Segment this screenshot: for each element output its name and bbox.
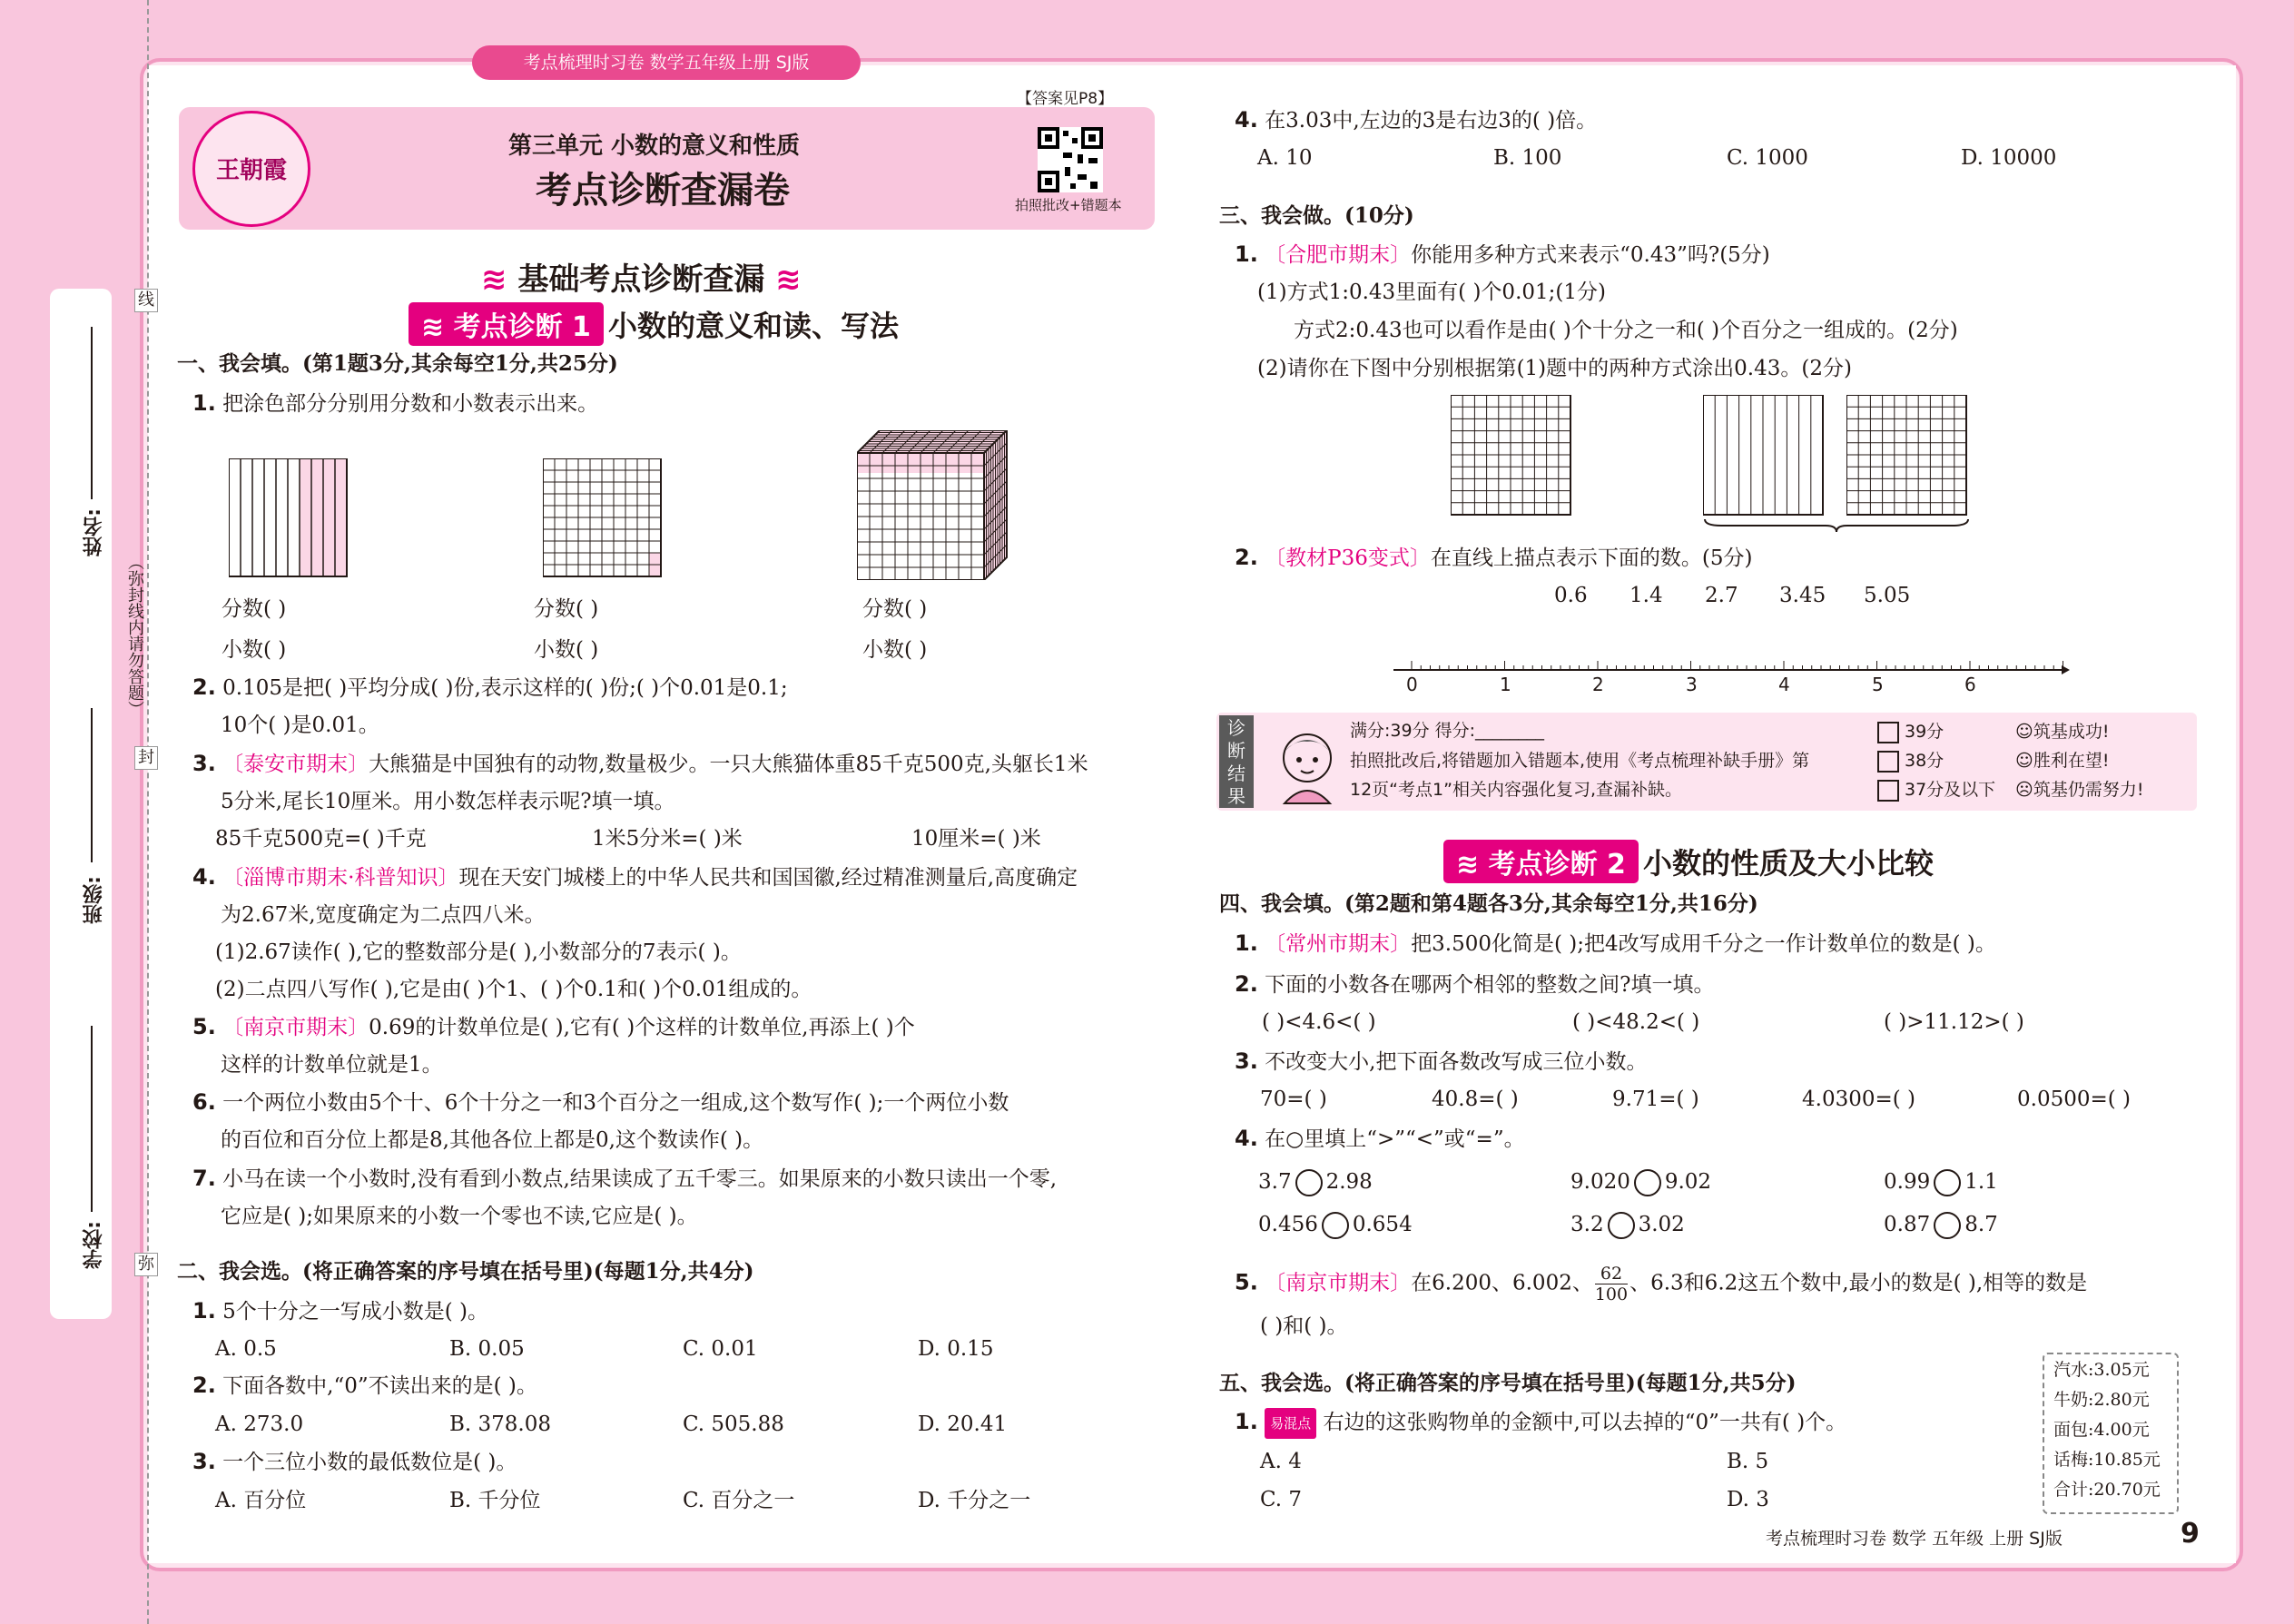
qr-code-icon[interactable]: [1038, 127, 1103, 192]
cmp-2-left: 9.020: [1570, 1170, 1630, 1194]
q6-line1[interactable]: 一个两位小数由5个十、6个十分之一和3个百分之一组成,这个数写作( );一个两位小数: [222, 1091, 1009, 1115]
frown-icon: ☹: [2015, 780, 2033, 800]
p3-grid-2[interactable]: [1846, 395, 1968, 517]
mc3-opt-c[interactable]: C. 百分之一: [683, 1489, 795, 1512]
q7-line2[interactable]: 它应是( );如果原来的小数一个零也不读,它应是( )。: [221, 1205, 698, 1228]
q1-text: 把涂色部分分别用分数和小数表示出来。: [222, 392, 599, 416]
receipt-line-1: 汽水:3.05元: [2053, 1360, 2150, 1380]
mc2-num: 2.: [192, 1373, 216, 1398]
cmp-3: [1884, 1167, 1998, 1196]
p3q1-tag: 〔合肥市期末〕: [1265, 243, 1412, 267]
p5q1-opt-d[interactable]: D. 3: [1727, 1488, 1769, 1511]
cmp-3-right: 1.1: [1964, 1170, 1998, 1194]
mc3-opt-a[interactable]: A. 百分位: [215, 1489, 307, 1512]
p3q2: [1235, 543, 1752, 573]
mc3-opt-b[interactable]: B. 千分位: [449, 1489, 541, 1512]
name-label: 姓名:: [83, 508, 105, 556]
p3q1: [1235, 240, 1770, 270]
p5q1-text[interactable]: 右边的这张购物单的金额中,可以去掉的“0”一共有( )个。: [1323, 1411, 1847, 1434]
q1-dec-blank-1[interactable]: 小数( ): [222, 638, 287, 662]
class-line[interactable]: [91, 708, 93, 862]
compare-circle[interactable]: [1322, 1212, 1349, 1239]
q5-line2: 这样的计数单位就是1。: [221, 1053, 443, 1077]
diag-level-3[interactable]: [1877, 779, 1995, 802]
p3q2-tag: 〔教材P36变式〕: [1265, 546, 1431, 570]
p3q2-value-5: 5.05: [1864, 584, 1911, 607]
part4-heading: 四、我会填。(第2题和第4题各3分,其余每空1分,共16分): [1219, 891, 1758, 916]
p4q2-item-1[interactable]: ( )<4.6<( ): [1262, 1010, 1376, 1034]
r-q4-opt-b[interactable]: B. 100: [1493, 146, 1562, 170]
p4q3-text: 不改变大小,把下面各数改写成三位小数。: [1265, 1050, 1648, 1074]
q4-line1: 现在天安门城楼上的中华人民共和国国徽,经过精准测量后,高度确定: [458, 866, 1078, 890]
q3-line2: 5分米,尾长10厘米。用小数怎样表示呢?填一填。: [221, 790, 675, 813]
part3-heading: 三、我会做。(10分): [1219, 203, 1414, 228]
diag2-badge: ≋ 考点诊断 2: [1443, 840, 1639, 883]
receipt-line-3: 面包:4.00元: [2053, 1420, 2150, 1440]
p4q4-text: 在○里填上“>”“<”或“=”。: [1265, 1127, 1525, 1151]
compare-circle[interactable]: [1295, 1169, 1323, 1196]
q2-line2[interactable]: 10个( )是0.01。: [221, 714, 379, 737]
diag2-badge-text: 考点诊断 2: [1488, 849, 1626, 881]
q5-line1[interactable]: 0.69的计数单位是( ),它有( )个这样的计数单位,再添上( )个: [369, 1016, 915, 1039]
r-q4-num: 4.: [1235, 107, 1258, 133]
diag-line2: 拍照批改后,将错题加入错题本,使用《考点梳理补缺手册》第: [1350, 751, 1810, 771]
p4q3-item-1[interactable]: 70=( ): [1260, 1088, 1327, 1111]
p4q2-item-3[interactable]: ( )>11.12>( ): [1884, 1010, 2024, 1034]
q4-tag: 〔淄博市期末·科普知识〕: [222, 866, 459, 890]
p4q2-num: 2.: [1235, 971, 1258, 997]
mc2-opt-d[interactable]: D. 20.41: [918, 1412, 1008, 1436]
diag-score[interactable]: 满分:39分 得分:________: [1350, 721, 1545, 741]
level-3-checkbox[interactable]: [1877, 780, 1899, 802]
r-q4-opt-c[interactable]: C. 1000: [1727, 146, 1808, 170]
diag-msg-2: [2015, 750, 2109, 772]
logo-text: 王朝霞: [215, 157, 287, 184]
p4q1-text[interactable]: 把3.500化简是( );把4改写成用千分之一作计数单位的数是( )。: [1411, 932, 1996, 956]
cmp-2: [1570, 1167, 1711, 1196]
p4q5-pre: 在6.200、6.002、: [1411, 1271, 1593, 1295]
compare-circle[interactable]: [1934, 1212, 1961, 1239]
p5q1-opt-a[interactable]: A. 4: [1260, 1450, 1302, 1473]
footer-text: 考点梳理时习卷 数学 五年级 上册 SJ版: [1766, 1529, 2063, 1549]
level-3-range: 37分及以下: [1905, 780, 1996, 800]
cmp-1-left: 3.7: [1258, 1170, 1292, 1194]
diag2-header: [1443, 840, 1934, 883]
diag2-title: 小数的性质及大小比较: [1643, 846, 1935, 881]
level-2-range: 38分: [1905, 751, 1944, 771]
r-q4: [1235, 105, 1597, 135]
p3-strip-grid[interactable]: [1703, 395, 1825, 517]
p4q4: [1235, 1124, 1525, 1154]
compare-circle[interactable]: [1634, 1169, 1661, 1196]
mc1-opt-d[interactable]: D. 0.15: [918, 1337, 994, 1361]
q1: [192, 389, 598, 418]
mc2-text[interactable]: 下面各数中,“0”不读出来的是( )。: [222, 1374, 537, 1398]
p3-grid-1[interactable]: [1451, 395, 1572, 517]
p3q2-value-2: 1.4: [1629, 584, 1663, 607]
mc1: [192, 1296, 488, 1326]
nl-tick-label-0: 0: [1406, 674, 1418, 695]
q1-dec-blank-2[interactable]: 小数( ): [534, 638, 599, 662]
p4q1-tag: 〔常州市期末〕: [1265, 932, 1412, 956]
level-2-checkbox[interactable]: [1877, 751, 1899, 773]
mc3: [192, 1447, 517, 1477]
frac-denominator: 100: [1594, 1284, 1629, 1304]
q7: [192, 1164, 1057, 1194]
p3q2-value-4: 3.45: [1779, 584, 1826, 607]
p3q1-sub3: (2)请你在下图中分别根据第(1)题中的两种方式涂出0.43。(2分): [1257, 357, 1852, 380]
level-1-msg: 筑基成功!: [2033, 722, 2110, 742]
cmp-4: [1258, 1210, 1413, 1239]
q1-dec-blank-3[interactable]: 小数( ): [862, 638, 928, 662]
cmp-2-right: 9.02: [1664, 1170, 1712, 1194]
smile-icon: ☺: [2015, 751, 2033, 771]
q2-line1[interactable]: 0.105是把( )平均分成( )份,表示这样的( )份;( )个0.01是0.1;: [222, 676, 788, 700]
p5q1-opt-c[interactable]: C. 7: [1260, 1488, 1303, 1511]
mc1-opt-a[interactable]: A. 0.5: [215, 1337, 277, 1361]
level-3-msg: 筑基仍需努力!: [2033, 780, 2144, 800]
diag-line3: 12页“考点1”相关内容强化复习,查漏补缺。: [1350, 780, 1682, 800]
p4q5-num: 5.: [1235, 1269, 1258, 1295]
receipt-line-4: 话梅:10.85元: [2053, 1450, 2161, 1470]
cmp-4-left: 0.456: [1258, 1213, 1318, 1236]
paper-title: 考点诊断查漏卷: [536, 170, 790, 212]
seal-mark-feng: 封: [134, 746, 158, 770]
cmp-5-right: 3.02: [1638, 1213, 1685, 1236]
seal-mark-xian: 线: [134, 289, 158, 312]
q2-num: 2.: [192, 674, 216, 700]
p3q1-num: 1.: [1235, 241, 1258, 267]
p4q2-text: 下面的小数各在哪两个相邻的整数之间?填一填。: [1265, 973, 1715, 997]
p4q1: [1235, 929, 1996, 959]
diagnosis-label: 诊断结果: [1219, 715, 1254, 808]
answer-reference: 【答案见P8】: [1017, 90, 1114, 108]
q4-line2: 为2.67米,宽度确定为二点四八米。: [221, 903, 546, 927]
name-line[interactable]: [91, 327, 93, 499]
mc3-text[interactable]: 一个三位小数的最低数位是( )。: [222, 1451, 517, 1474]
q4-sub1[interactable]: (1)2.67读作( ),它的整数部分是( ),小数部分的7表示( )。: [215, 940, 742, 964]
section-title-text: 基础考点诊断查漏: [517, 261, 765, 298]
p4q5-fraction: [1595, 1264, 1628, 1304]
mc1-text[interactable]: 5个十分之一写成小数是( )。: [222, 1300, 489, 1324]
school-label: 学校:: [83, 1221, 105, 1269]
p4q3-item-5[interactable]: 0.0500=( ): [2017, 1088, 2132, 1111]
q4: [192, 862, 1078, 892]
q7-num: 7.: [192, 1166, 216, 1191]
p4q3-item-3[interactable]: 9.71=( ): [1612, 1088, 1699, 1111]
p4q3-item-4[interactable]: 4.0300=( ): [1802, 1088, 1916, 1111]
p3q2-text: 在直线上描点表示下面的数。(5分): [1430, 546, 1753, 570]
mc3-opt-d[interactable]: D. 千分之一: [918, 1489, 1031, 1512]
p3q2-value-3: 2.7: [1705, 584, 1738, 607]
p5q1: [1235, 1407, 1846, 1439]
q3-blank-3[interactable]: 10厘米=( )米: [911, 827, 1041, 851]
q6-line2[interactable]: 的百位和百分位上都是8,其他各位上都是0,这个数读作( )。: [221, 1128, 764, 1152]
diag1-badge-text: 考点诊断 1: [453, 311, 591, 343]
q3: [192, 749, 1088, 779]
brand-logo: [192, 111, 310, 227]
p4q5: [1235, 1264, 2087, 1304]
cmp-6: [1884, 1210, 1998, 1239]
cmp-1: [1258, 1167, 1373, 1196]
seal-mark-mi: 弥: [134, 1253, 158, 1276]
q1-strip-figure: [229, 458, 350, 578]
p4q5-line2[interactable]: ( )和( )。: [1260, 1314, 1348, 1338]
compare-circle[interactable]: [1608, 1212, 1635, 1239]
nl-tick-label-5: 5: [1872, 674, 1884, 695]
q4-num: 4.: [192, 864, 216, 890]
p3q1-sub2[interactable]: 方式2:0.43也可以看作是由( )个十分之一和( )个百分之一组成的。(2分): [1294, 319, 1958, 342]
p4q2: [1235, 969, 1714, 999]
p3-brace: [1703, 517, 1970, 534]
seal-dashed-line: [147, 0, 149, 1624]
q3-blank-1[interactable]: 85千克500克=( )千克: [215, 827, 427, 851]
q1-frac-blank-3[interactable]: 分数( ): [862, 597, 928, 621]
r-q4-opt-a[interactable]: A. 10: [1257, 146, 1313, 170]
p4q2-item-2[interactable]: ( )<48.2<( ): [1572, 1010, 1700, 1034]
school-line[interactable]: [91, 1026, 93, 1212]
p4q3-item-2[interactable]: 40.8=( ): [1432, 1088, 1519, 1111]
q3-num: 3.: [192, 751, 216, 776]
part5-heading: 五、我会选。(将正确答案的序号填在括号里)(每题1分,共5分): [1219, 1371, 1797, 1395]
q5-tag: 〔南京市期末〕: [222, 1016, 369, 1039]
nl-tick-label-2: 2: [1592, 674, 1604, 695]
mc2-opt-b[interactable]: B. 378.08: [449, 1412, 552, 1436]
p4q1-num: 1.: [1235, 930, 1258, 956]
compare-circle[interactable]: [1934, 1169, 1961, 1196]
mc1-num: 1.: [192, 1298, 216, 1324]
diag-level-1[interactable]: [1877, 721, 1944, 743]
p3q1-text: 你能用多种方式来表示“0.43”吗?(5分): [1411, 243, 1770, 267]
p5q1-opt-b[interactable]: B. 5: [1727, 1450, 1769, 1473]
p3q2-value-1: 0.6: [1554, 584, 1588, 607]
cmp-1-right: 2.98: [1325, 1170, 1373, 1194]
unit-title: 第三单元 小数的意义和性质: [508, 133, 801, 160]
p4q3: [1235, 1047, 1647, 1077]
q3-tag: 〔泰安市期末〕: [222, 753, 369, 776]
cmp-4-right: 0.654: [1352, 1213, 1413, 1236]
nl-tick-label-1: 1: [1500, 674, 1511, 695]
r-q4-opt-d[interactable]: D. 10000: [1961, 146, 2057, 170]
p5q1-tag: 易混点: [1265, 1408, 1316, 1439]
mc2: [192, 1371, 537, 1401]
level-1-range: 39分: [1905, 722, 1944, 742]
q7-line1: 小马在读一个小数时,没有看到小数点,结果读成了五千零三。如果原来的小数只读出一个零,: [222, 1167, 1058, 1191]
q1-cube-figure: [857, 430, 1011, 580]
level-1-checkbox[interactable]: [1877, 722, 1899, 743]
seal-note: （弥封线内请勿答题）: [125, 554, 144, 717]
mc1-opt-c[interactable]: C. 0.01: [683, 1337, 758, 1361]
q4-sub2[interactable]: (2)二点四八写作( ),它是由( )个1、( )个0.1和( )个0.01组成的。: [215, 978, 812, 1001]
diag1-title: 小数的意义和读、写法: [608, 309, 900, 343]
receipt-line-2: 牛奶:2.80元: [2053, 1390, 2150, 1410]
mc2-opt-c[interactable]: C. 505.88: [683, 1412, 784, 1436]
cmp-6-right: 8.7: [1964, 1213, 1998, 1236]
series-banner: 考点梳理时习卷 数学五年级上册 SJ版: [472, 45, 861, 80]
p4q5-post[interactable]: 、6.3和6.2这五个数中,最小的数是( ),相等的数是: [1629, 1271, 2088, 1295]
p4q3-num: 3.: [1235, 1048, 1258, 1074]
diag1-badge: ≋ 考点诊断 1: [409, 302, 604, 346]
q3-blank-2[interactable]: 1米5分米=( )米: [592, 827, 743, 851]
receipt-line-5: 合计:20.70元: [2053, 1480, 2161, 1500]
frac-numerator: 62: [1595, 1264, 1628, 1284]
diag-msg-3: [2015, 779, 2143, 801]
level-2-msg: 胜利在望!: [2033, 751, 2110, 771]
nl-tick-label-3: 3: [1686, 674, 1698, 695]
p3q2-num: 2.: [1235, 545, 1258, 570]
mc3-num: 3.: [192, 1449, 216, 1474]
r-q4-text[interactable]: 在3.03中,左边的3是右边3的( )倍。: [1265, 109, 1598, 133]
student-info-strip: [50, 289, 112, 1319]
mc1-opt-b[interactable]: B. 0.05: [449, 1337, 525, 1361]
q6-num: 6.: [192, 1089, 216, 1115]
p3q1-sub1[interactable]: (1)方式1:0.43里面有( )个0.01;(1分): [1257, 281, 1606, 304]
cmp-6-left: 0.87: [1884, 1213, 1931, 1236]
cmp-5: [1570, 1210, 1685, 1239]
p4q5-tag: 〔南京市期末〕: [1265, 1271, 1412, 1295]
class-label: 班级:: [83, 876, 105, 924]
q5: [192, 1012, 915, 1042]
cmp-3-left: 0.99: [1884, 1170, 1931, 1194]
diag1-header: [409, 302, 899, 346]
diag-level-2[interactable]: [1877, 750, 1944, 773]
p5q1-num: 1.: [1235, 1409, 1258, 1434]
part2-heading: 二、我会选。(将正确答案的序号填在括号里)(每题1分,共4分): [177, 1259, 754, 1284]
page-number: 9: [2181, 1518, 2200, 1550]
q1-num: 1.: [192, 390, 216, 416]
q5-num: 5.: [192, 1014, 216, 1039]
p4q4-num: 4.: [1235, 1126, 1258, 1151]
smile-icon: ☺: [2015, 722, 2033, 742]
mc2-opt-a[interactable]: A. 273.0: [215, 1412, 304, 1436]
diag-msg-1: [2015, 721, 2109, 743]
q6: [192, 1088, 1009, 1117]
q1-frac-blank-2[interactable]: 分数( ): [534, 597, 599, 621]
qr-caption: 拍照批改+错题本: [1015, 197, 1122, 213]
cmp-5-left: 3.2: [1570, 1213, 1604, 1236]
q2: [192, 673, 788, 703]
student-avatar-icon: [1266, 722, 1348, 805]
part1-heading: 一、我会填。(第1题3分,其余每空1分,共25分): [177, 351, 618, 376]
q1-grid-figure: [543, 458, 664, 578]
section-title: ≋ 基础考点诊断查漏 ≋: [481, 261, 802, 298]
q3-line1: 大熊猫是中国独有的动物,数量极少。一只大熊猫体重85千克500克,头躯长1米: [369, 753, 1088, 776]
nl-tick-label-4: 4: [1778, 674, 1790, 695]
q1-frac-blank-1[interactable]: 分数( ): [222, 597, 287, 621]
nl-tick-label-6: 6: [1964, 674, 1976, 695]
